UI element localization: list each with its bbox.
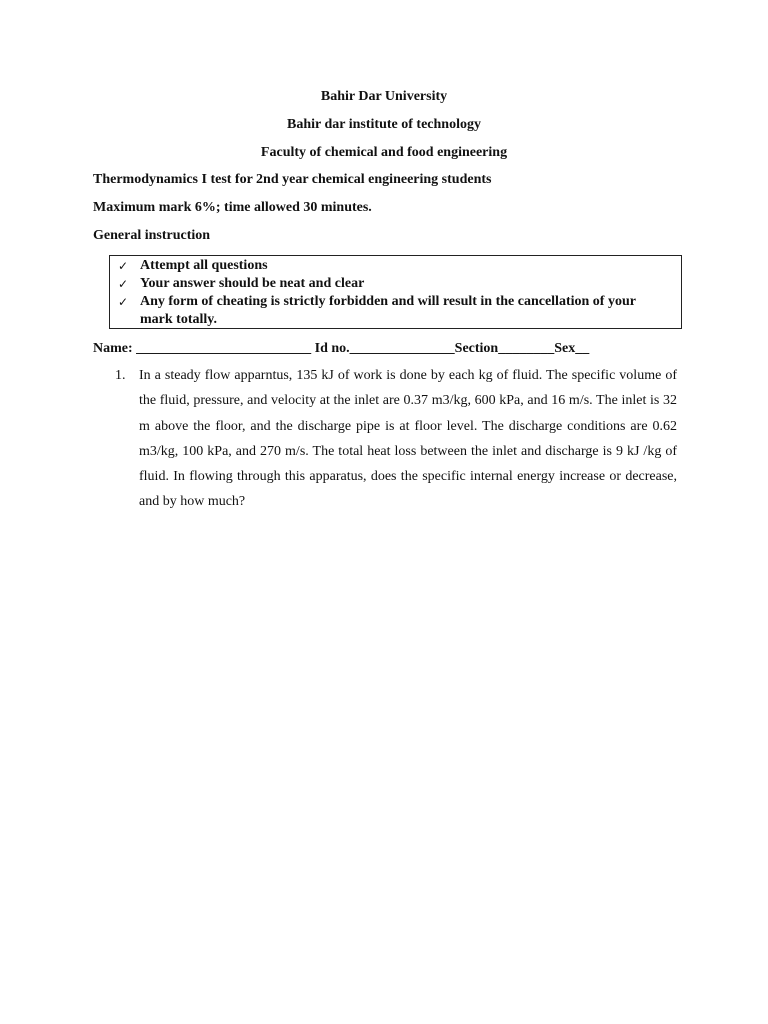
check-icon: ✓ xyxy=(118,277,129,291)
marks-time: Maximum mark 6%; time allowed 30 minutes. xyxy=(93,200,372,215)
instruction-heading: General instruction xyxy=(93,228,211,243)
question-number: 1. xyxy=(115,368,126,383)
university-name: Bahir Dar University xyxy=(320,89,448,104)
check-icon: ✓ xyxy=(118,259,129,273)
question-1 xyxy=(115,363,677,515)
check-icon: ✓ xyxy=(118,295,129,309)
instruction-item: ✓ Any form of cheating is strictly forbidden and will result in the cancellation of your mark totally. xyxy=(118,294,636,327)
faculty-name: Faculty of chemical and food engineering xyxy=(260,145,508,160)
question-text: In a steady flow apparntus, 135 kJ of work is done by each kg of fluid. The specific volume of the fluid, pressure, and velocity at the inlet are 0.37 m3/kg, 600 kPa, and 16 m/s. The inlet is 32 m above the floor, and the discharge pipe is at floor level. The discharge conditions are 0.62 m3/kg, 100 kPa, and 270 m/s. The total heat loss between the inlet and discharge is 9 kJ /kg of fluid. In flowing through this apparatus, does the specific internal energy increase or decrease, and by how much? xyxy=(139,368,677,510)
instruction-item: ✓ Attempt all questions xyxy=(118,258,268,273)
student-info-line: Name: _________________________ Id no._______________Section________Sex__ xyxy=(93,341,590,356)
institute-name: Bahir dar institute of technology xyxy=(287,117,481,132)
instruction-box xyxy=(109,255,682,329)
instruction-item: ✓ Your answer should be neat and clear xyxy=(118,276,365,291)
test-title: Thermodynamics I test for 2nd year chemical engineering students xyxy=(93,172,492,187)
